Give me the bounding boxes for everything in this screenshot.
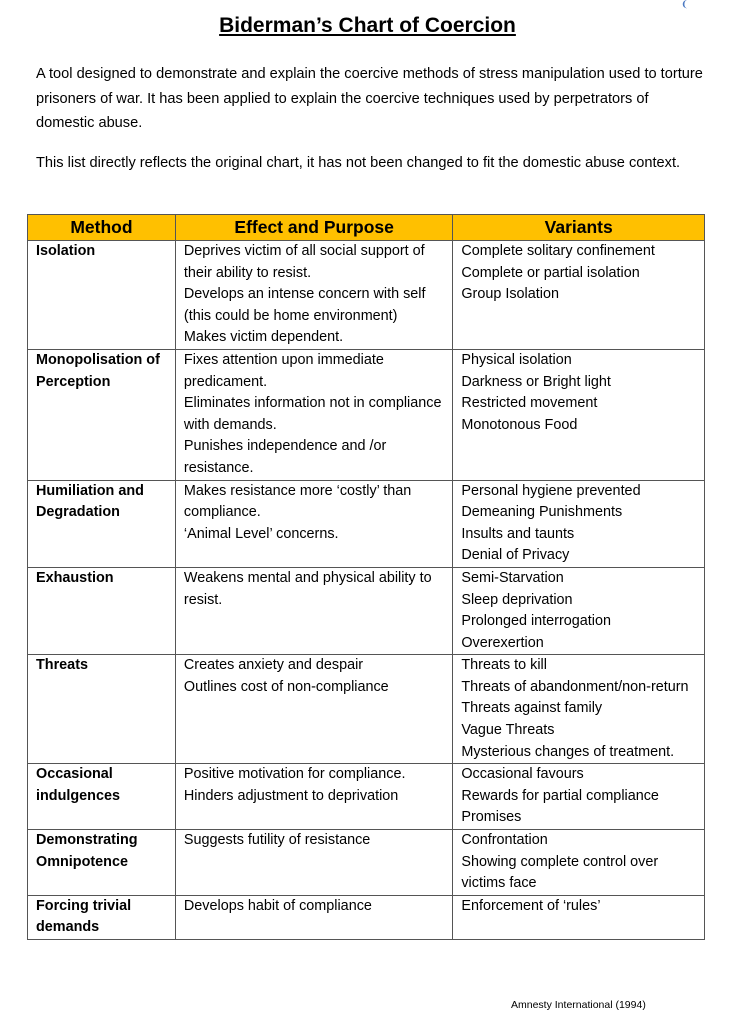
variants-cell-line: Rewards for partial compliance xyxy=(461,787,659,804)
table-row xyxy=(28,349,705,480)
variants-cell xyxy=(453,349,705,480)
table-header-row xyxy=(28,215,705,241)
header-variants: Variants xyxy=(453,215,705,241)
table-row xyxy=(28,480,705,567)
effect-cell-line: ‘Animal Level’ concerns. xyxy=(183,525,339,542)
variants-cell-line: Complete or partial isolation xyxy=(461,264,640,281)
method-cell-line: Exhaustion xyxy=(36,569,114,586)
table-body xyxy=(28,241,705,940)
effect-cell-line: Fixes attention upon immediate predicament. xyxy=(183,351,384,390)
effect-cell-line: Creates anxiety and despair xyxy=(183,657,364,674)
method-cell-line: Monopolisation of Perception xyxy=(36,351,160,390)
effect-cell xyxy=(175,830,452,896)
effect-cell-line: Deprives victim of all social support of their ability to resist. xyxy=(183,243,425,281)
variants-cell-line: Mysterious changes of treatment. xyxy=(461,743,675,760)
variants-cell xyxy=(453,241,705,350)
intro-section xyxy=(36,62,706,175)
variants-cell-line: Sleep deprivation xyxy=(461,591,573,608)
variants-cell-line: Prolonged interrogation xyxy=(461,613,611,630)
table-row xyxy=(28,655,705,764)
ink-mark-icon: ❨ xyxy=(681,0,689,9)
effect-cell-line: Makes victim dependent. xyxy=(183,329,344,346)
variants-cell xyxy=(453,830,705,896)
variants-cell xyxy=(453,895,705,939)
variants-cell-line: Enforcement of ‘rules’ xyxy=(461,897,601,914)
coercion-table xyxy=(27,214,705,940)
source-citation: Amnesty International (1994) xyxy=(511,999,646,1011)
effect-cell xyxy=(175,349,452,480)
table-row xyxy=(28,895,705,939)
effect-cell xyxy=(175,655,452,764)
variants-cell xyxy=(453,480,705,567)
header-effect: Effect and Purpose xyxy=(175,215,452,241)
effect-cell-line: Develops an intense concern with self (this could be home environment) xyxy=(183,286,426,324)
variants-cell-line: Confrontation xyxy=(461,832,548,849)
effect-cell-line: Outlines cost of non-compliance xyxy=(183,678,389,695)
variants-cell-line: Group Isolation xyxy=(461,286,559,303)
variants-cell-line: Vague Threats xyxy=(461,722,555,739)
table-row xyxy=(28,830,705,896)
effect-cell xyxy=(175,764,452,830)
method-cell xyxy=(28,241,176,350)
method-cell xyxy=(28,567,176,654)
page-title: Biderman’s Chart of Coercion xyxy=(219,14,516,37)
method-cell xyxy=(28,895,176,939)
variants-cell xyxy=(453,567,705,654)
method-cell xyxy=(28,349,176,480)
effect-cell-line: Weakens mental and physical ability to resist. xyxy=(183,569,432,608)
variants-cell-line: Monotonous Food xyxy=(461,416,578,433)
table-row xyxy=(28,764,705,830)
method-cell-line: Threats xyxy=(36,657,88,674)
method-cell-line: Forcing trivial demands xyxy=(36,897,132,936)
variants-cell-line: Overexertion xyxy=(461,634,544,651)
effect-cell xyxy=(175,567,452,654)
effect-cell-line: Hinders adjustment to deprivation xyxy=(183,787,399,804)
variants-cell-line: Semi-Starvation xyxy=(461,569,564,586)
effect-cell-line: Eliminates information not in compliance with demands. xyxy=(183,395,442,433)
variants-cell xyxy=(453,764,705,830)
variants-cell-line: Personal hygiene prevented xyxy=(461,482,641,499)
effect-cell-line: Positive motivation for compliance. xyxy=(183,766,406,783)
method-cell-line: Occasional indulgences xyxy=(36,766,120,804)
variants-cell-line: Occasional favours xyxy=(461,766,584,783)
effect-cell-line: Suggests futility of resistance xyxy=(183,832,371,849)
variants-cell-line: Restricted movement xyxy=(461,395,598,412)
variants-cell-line: Promises xyxy=(461,809,522,826)
method-cell xyxy=(28,830,176,896)
variants-cell-line: Darkness or Bright light xyxy=(461,373,611,390)
variants-cell-line: Complete solitary confinement xyxy=(461,243,655,259)
intro-paragraph: A tool designed to demonstrate and explain the coercive methods of stress manipulation used to torture prisoners of war. It has been applied to explain the coercive techniques used by perpetrators of domestic abuse. xyxy=(36,66,703,131)
effect-cell xyxy=(175,241,452,350)
variants-cell-line: Physical isolation xyxy=(461,351,572,368)
variants-cell-line: Threats of abandonment/non-return xyxy=(461,678,689,695)
header-method: Method xyxy=(28,215,176,241)
effect-cell xyxy=(175,895,452,939)
variants-cell-line: Showing complete control over victims face xyxy=(461,853,659,892)
variants-cell-line: Demeaning Punishments xyxy=(461,504,623,521)
effect-cell xyxy=(175,480,452,567)
variants-cell-line: Threats to kill xyxy=(461,657,547,674)
method-cell-line: Isolation xyxy=(36,243,96,259)
method-cell-line: Humiliation and Degradation xyxy=(36,482,144,521)
method-cell xyxy=(28,764,176,830)
method-cell-line: Demonstrating Omnipotence xyxy=(36,832,138,870)
variants-cell-line: Insults and taunts xyxy=(461,525,575,542)
method-cell xyxy=(28,480,176,567)
table-row xyxy=(28,567,705,654)
effect-cell-line: Makes resistance more ‘costly’ than compliance. xyxy=(183,482,412,521)
effect-cell-line: Punishes independence and /or resistance. xyxy=(183,438,387,476)
variants-cell-line: Denial of Privacy xyxy=(461,547,570,564)
effect-cell-line: Develops habit of compliance xyxy=(183,897,372,914)
variants-cell-line: Threats against family xyxy=(461,700,603,717)
table-row xyxy=(28,241,705,350)
variants-cell xyxy=(453,655,705,764)
intro-paragraph: This list directly reflects the original chart, it has not been changed to fit the domestic abuse context. xyxy=(36,154,681,171)
method-cell xyxy=(28,655,176,764)
